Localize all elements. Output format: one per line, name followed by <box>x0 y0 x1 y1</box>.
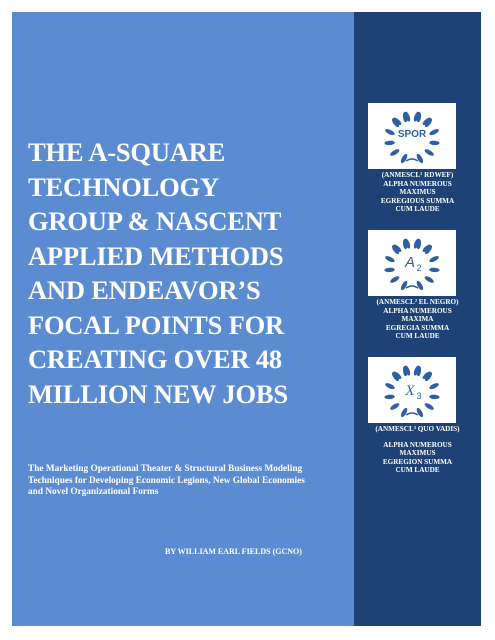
caption-line: (ANMESCL¹ RDWEF) <box>381 171 454 179</box>
laurel-leaf <box>415 280 424 291</box>
laurel-leaf <box>384 255 395 263</box>
title-line: TECHNOLOGY <box>28 171 219 202</box>
laurel-leaf <box>428 128 439 136</box>
badge-caption <box>356 425 479 475</box>
a2-emblem <box>368 230 456 296</box>
laurel-leaf <box>424 148 435 157</box>
caption-line: EGREGIA SUMMA <box>385 323 450 332</box>
caption-line: (ANMESCL³ QUO VADIS) <box>375 425 460 433</box>
laurel-leaf <box>384 128 395 136</box>
laurel-leaf <box>429 267 440 272</box>
title-line: AND ENDEAVOR’S <box>28 275 261 305</box>
laurel-leaf <box>384 382 395 390</box>
laurel-leaf <box>400 407 409 418</box>
wreath-ribbon <box>406 159 418 161</box>
book-title <box>28 135 348 411</box>
laurel-leaf <box>389 275 400 284</box>
caption-spacer <box>356 434 479 441</box>
caption-line: EGREGIOUS SUMMA <box>380 196 455 205</box>
laurel-leaf <box>384 394 395 399</box>
laurel-leaf <box>400 153 409 164</box>
caption-line: CUM LAUDE <box>395 332 440 341</box>
subtitle-line: The Marketing Operational Theater & Structural Business Modeling <box>28 464 303 474</box>
caption-line: (ANMESCL² EL NEGRO) <box>376 298 459 306</box>
caption-line: ALPHA NUMEROUS <box>383 440 452 449</box>
laurel-leaf <box>400 280 409 291</box>
spor-emblem <box>368 103 456 169</box>
laurel-leaf <box>424 402 435 411</box>
emblem-text: SPOR <box>397 129 427 140</box>
laurel-leaf <box>415 407 424 418</box>
title-line: MILLION NEW JOBS <box>28 378 288 409</box>
laurel-leaf <box>424 275 435 284</box>
x3-emblem <box>368 357 456 423</box>
badge-caption <box>356 171 479 214</box>
emblem-text: X <box>405 383 415 399</box>
title-line: APPLIED METHODS <box>28 240 284 271</box>
wreath-ribbon <box>406 413 418 415</box>
caption-line: MAXIMUS <box>399 449 436 458</box>
laurel-leaf <box>389 148 400 157</box>
title-line: GROUP & NASCENT <box>28 206 282 236</box>
subtitle-line: and Novel Organizational Forms <box>28 487 159 498</box>
subtitle-line: Techniques for Developing Economic Legions, New Global Economies <box>28 475 305 486</box>
caption-line: CUM LAUDE <box>395 466 440 475</box>
laurel-leaf <box>428 255 439 263</box>
title-line: CREATING OVER 48 <box>28 344 282 374</box>
laurel-leaf <box>389 402 400 411</box>
caption-line: EGREGION SUMMA <box>382 457 453 466</box>
caption-line: CUM LAUDE <box>395 205 440 214</box>
wreath-ribbon <box>406 286 418 288</box>
author-byline: BY WILLIAM EARL FIELDS (GCNO) <box>165 547 302 556</box>
caption-line: MAXIMA <box>401 315 434 324</box>
laurel-leaf <box>429 394 440 399</box>
caption-line: MAXIMUS <box>399 188 436 197</box>
laurel-leaf <box>428 382 439 390</box>
laurel-leaf <box>384 267 395 272</box>
title-line: THE A-SQUARE <box>28 137 226 167</box>
badge-caption <box>356 298 479 341</box>
laurel-leaf <box>384 140 395 145</box>
emblem-subscript: 3 <box>416 391 422 401</box>
title-line: FOCAL POINTS FOR <box>28 309 284 340</box>
caption-line: ALPHA NUMEROUS <box>383 306 452 315</box>
emblem-text: A <box>404 254 416 271</box>
laurel-leaf <box>429 140 440 145</box>
caption-line: ALPHA NUMEROUS <box>383 179 452 188</box>
book-subtitle <box>28 464 328 499</box>
laurel-leaf <box>415 153 424 164</box>
emblem-subscript: 2 <box>416 263 422 273</box>
